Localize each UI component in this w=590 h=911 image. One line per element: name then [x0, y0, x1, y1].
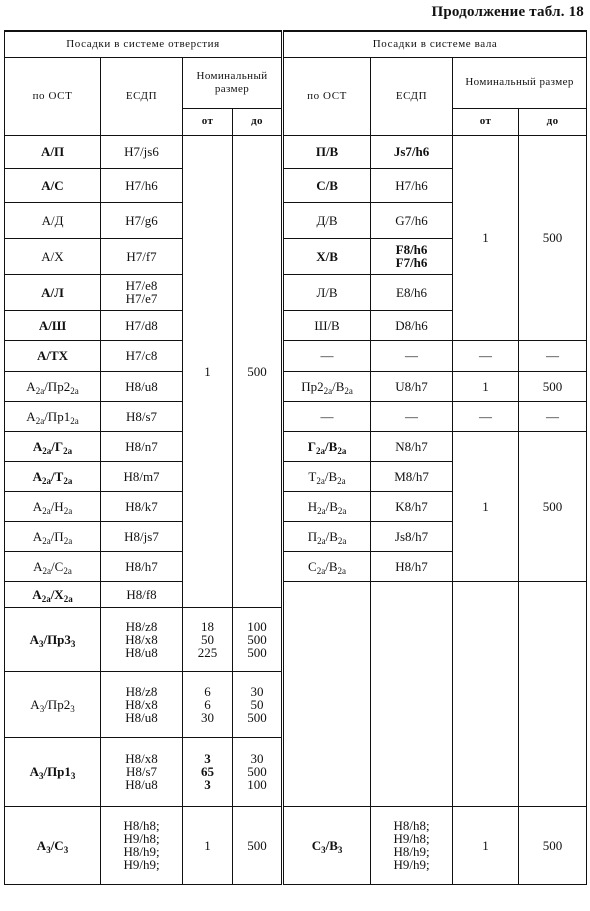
dash-cell: — — [519, 340, 587, 371]
ost-sub: 2а — [323, 385, 333, 396]
ost-part: А — [26, 408, 36, 424]
hole-ost — [5, 671, 101, 737]
ost-sub: 2а — [63, 593, 73, 604]
hole-to: 500 — [233, 806, 283, 884]
hole-ost — [5, 607, 101, 671]
shaft-ost: П/В — [283, 135, 371, 168]
header-shaft-system: Посадки в системе вала — [283, 31, 587, 57]
hole-from — [183, 671, 233, 737]
ost-sub: 2а — [337, 445, 347, 456]
ost-part: /В — [325, 528, 338, 544]
shaft-range-from: 1 — [453, 431, 519, 581]
shaft-esdp-line: H9/h8; — [393, 831, 430, 846]
hole-ost — [5, 371, 101, 401]
hole-to-line: 500 — [247, 709, 267, 725]
hole-ost: А/ТХ — [5, 340, 101, 371]
hole-esdp-line: H8/z8 — [125, 618, 158, 634]
ost-part: /Пр1 — [43, 764, 71, 779]
ost-part: /В — [324, 468, 338, 484]
ost-part: /В — [325, 498, 338, 514]
table-caption: Продолжение табл. 18 — [431, 4, 584, 20]
hole-ost — [5, 551, 101, 581]
hole-esdp: H8/s7 — [101, 401, 183, 431]
ost-part: А — [33, 558, 43, 574]
hole-ost: А/Ш — [5, 310, 101, 340]
shaft-esdp: D8/h6 — [371, 310, 453, 340]
hole-esdp-line: H8/x8 — [125, 696, 158, 712]
hole-esdp: H8/h7 — [101, 551, 183, 581]
ost-sub: 2а — [337, 565, 347, 576]
hole-from: 1 — [183, 806, 233, 884]
shaft-to: 500 — [519, 371, 587, 401]
ost-sub: 2а — [317, 505, 326, 516]
ost-sub: 3 — [70, 638, 76, 649]
ost-part: А — [29, 764, 39, 779]
shaft-ost: С/В — [283, 168, 371, 202]
hole-from — [183, 737, 233, 806]
shaft-esdp: G7/h6 — [371, 202, 453, 238]
shaft-range-to: 500 — [519, 135, 587, 340]
hole-esdp-line: H8/x8 — [125, 631, 158, 647]
ost-part: /С — [50, 837, 64, 853]
hole-esdp: H7/d8 — [101, 310, 183, 340]
hole-esdp: H7/h6 — [101, 168, 183, 202]
hole-esdp: H7/js6 — [101, 135, 183, 168]
hole-esdp: H8/k7 — [101, 491, 183, 521]
shaft-ost — [283, 551, 371, 581]
header-nominal: Номинальный размер — [183, 57, 283, 108]
hole-esdp-line: H7/e8 — [125, 278, 158, 293]
ost-sub: 3 — [39, 703, 45, 714]
ost-sub: 2а — [41, 593, 51, 604]
ost-part: А — [32, 438, 43, 454]
hole-ost — [5, 806, 101, 884]
shaft-ost — [283, 491, 371, 521]
ost-sub: 2а — [42, 565, 52, 576]
hole-ost — [5, 581, 101, 607]
ost-part: А — [36, 837, 47, 853]
hole-ost — [5, 521, 101, 551]
hole-esdp: H8/m7 — [101, 461, 183, 491]
hole-esdp: H7/f7 — [101, 238, 183, 274]
empty-cell — [283, 581, 371, 806]
shaft-to: 500 — [519, 806, 587, 884]
hole-esdp: H7/c8 — [101, 340, 183, 371]
hole-esdp-line: H8/u8 — [125, 709, 158, 725]
hole-ost: А/Л — [5, 274, 101, 310]
ost-part: /Пр1 — [44, 408, 71, 424]
hole-to-line: 100 — [247, 618, 267, 634]
hole-to-line: 500 — [247, 631, 267, 647]
table-row — [5, 806, 587, 884]
hole-ost — [5, 491, 101, 521]
ost-part: /В — [325, 558, 338, 574]
ost-part: А — [32, 586, 42, 602]
ost-part: /Т — [51, 468, 64, 484]
ost-sub: 2а — [42, 535, 51, 546]
ost-sub: 2а — [317, 535, 326, 546]
table-row — [5, 135, 587, 168]
hole-to — [233, 737, 283, 806]
ost-sub: 2а — [337, 535, 347, 546]
hole-ost: А/Х — [5, 238, 101, 274]
empty-cell — [453, 581, 519, 806]
empty-cell — [371, 581, 453, 806]
hole-from-line: 65 — [201, 764, 214, 779]
hole-esdp-line: H9/h8; — [123, 831, 160, 846]
ost-sub: 2а — [316, 475, 325, 486]
ost-part: А — [32, 498, 43, 514]
ost-part: А — [32, 528, 43, 544]
hole-esdp-line: H9/h9; — [123, 857, 160, 872]
shaft-esdp: Js8/h7 — [371, 521, 453, 551]
hole-to-line: 500 — [247, 764, 267, 779]
shaft-esdp: M8/h7 — [371, 461, 453, 491]
hole-esdp: H8/n7 — [101, 431, 183, 461]
shaft-esdp-line: F7/h6 — [395, 255, 428, 270]
header-from: от — [183, 108, 233, 135]
shaft-ost — [283, 461, 371, 491]
shaft-ost — [283, 371, 371, 401]
hole-to-line: 30 — [250, 683, 264, 699]
hole-ost: А/П — [5, 135, 101, 168]
hole-esdp — [101, 806, 183, 884]
shaft-ost: Ш/В — [283, 310, 371, 340]
table-row — [5, 340, 587, 371]
shaft-esdp-line: F8/h6 — [395, 242, 428, 257]
ost-sub: 2а — [70, 415, 79, 426]
ost-part: /Пр3 — [43, 631, 71, 647]
hole-esdp-line: H8/u8 — [125, 777, 158, 792]
shaft-range-from: 1 — [453, 135, 519, 340]
shaft-ost — [283, 806, 371, 884]
ost-part: /С — [51, 558, 64, 574]
hole-to — [233, 607, 283, 671]
shaft-esdp: K8/h7 — [371, 491, 453, 521]
shaft-esdp: U8/h7 — [371, 371, 453, 401]
ost-sub: 2а — [63, 565, 72, 576]
ost-part: С — [311, 837, 322, 853]
shaft-range-to: 500 — [519, 431, 587, 581]
header-esdp: ЕСДП — [101, 57, 183, 135]
ost-sub: 2а — [63, 505, 73, 516]
header-to: до — [233, 108, 283, 135]
hole-esdp-line: H8/s7 — [125, 764, 158, 779]
hole-ost — [5, 431, 101, 461]
ost-part: С — [308, 558, 317, 574]
shaft-esdp: H8/h7 — [371, 551, 453, 581]
header-ost-shaft: по ОСТ — [283, 57, 371, 135]
hole-to-line: 50 — [250, 696, 264, 712]
hole-ost — [5, 461, 101, 491]
table-row — [5, 431, 587, 461]
ost-sub: 2а — [42, 475, 52, 486]
shaft-esdp: Js7/h6 — [371, 135, 453, 168]
hole-esdp — [101, 737, 183, 806]
hole-ost: А/Д — [5, 202, 101, 238]
ost-sub: 2а — [344, 385, 353, 396]
ost-sub: 2а — [42, 505, 51, 516]
shaft-esdp: E8/h6 — [371, 274, 453, 310]
shaft-esdp — [371, 238, 453, 274]
ost-sub: 2а — [63, 535, 73, 546]
hole-from-line: 6 — [204, 683, 211, 699]
ost-sub: 2а — [35, 415, 45, 426]
ost-sub: 2а — [337, 505, 347, 516]
ost-sub: 2а — [42, 445, 52, 456]
ost-part: Т — [308, 468, 317, 484]
ost-part: Н — [307, 498, 318, 514]
ost-sub: 3 — [337, 844, 343, 855]
ost-part: А — [29, 631, 39, 647]
empty-cell — [519, 581, 587, 806]
ost-part: /В — [325, 438, 338, 454]
table-row — [5, 401, 587, 431]
hole-from-line: 18 — [201, 618, 214, 634]
shaft-esdp: H7/h6 — [371, 168, 453, 202]
hole-to — [233, 671, 283, 737]
table-row — [5, 581, 587, 607]
header-to-shaft: до — [519, 108, 587, 135]
shaft-ost — [283, 431, 371, 461]
shaft-esdp-line: H9/h9; — [393, 857, 430, 872]
shaft-ost: Х/В — [283, 238, 371, 274]
hole-from-line: 3 — [204, 751, 211, 766]
dash-cell: — — [283, 401, 371, 431]
ost-part: /Н — [50, 498, 64, 514]
hole-esdp-line: H7/e7 — [125, 291, 158, 306]
hole-esdp-line: H8/h8; — [123, 818, 160, 833]
shaft-esdp-line: H8/h8; — [393, 818, 430, 833]
hole-esdp-line: H8/z8 — [125, 683, 158, 699]
shaft-ost — [283, 521, 371, 551]
ost-sub: 3 — [63, 844, 69, 855]
ost-part: Г — [307, 438, 317, 454]
shaft-ost: Д/В — [283, 202, 371, 238]
hole-to-line: 500 — [247, 644, 267, 660]
shaft-esdp — [371, 806, 453, 884]
ost-sub: 2а — [63, 475, 73, 486]
hole-esdp-line: H8/x8 — [125, 751, 158, 766]
ost-sub: 2а — [35, 385, 45, 396]
hole-esdp-line: H8/u8 — [125, 644, 158, 660]
fits-table — [4, 30, 587, 885]
dash-cell: — — [371, 340, 453, 371]
hole-range-from: 1 — [183, 135, 233, 607]
dash-cell: — — [283, 340, 371, 371]
hole-esdp: H8/f8 — [101, 581, 183, 607]
shaft-from: 1 — [453, 371, 519, 401]
ost-sub: 3 — [70, 771, 76, 781]
ost-part: Пр2 — [301, 378, 324, 394]
shaft-esdp: N8/h7 — [371, 431, 453, 461]
hole-from-line: 30 — [201, 709, 214, 725]
header-hole-system: Посадки в системе отверстия — [5, 31, 283, 57]
hole-ost — [5, 401, 101, 431]
hole-from-line: 3 — [204, 777, 211, 792]
ost-sub: 2а — [70, 385, 79, 396]
shaft-from: 1 — [453, 806, 519, 884]
ost-sub: 3 — [38, 771, 44, 781]
hole-to-line: 30 — [250, 751, 264, 766]
dash-cell: — — [371, 401, 453, 431]
shaft-esdp-line: H8/h9; — [393, 844, 430, 859]
hole-esdp-line: H8/h9; — [123, 844, 160, 859]
ost-sub: 3 — [321, 844, 326, 855]
ost-part: /Пр2 — [44, 696, 71, 712]
hole-esdp — [101, 274, 183, 310]
hole-from-line: 50 — [201, 631, 214, 647]
hole-from-line: 6 — [204, 696, 211, 712]
hole-range-to: 500 — [233, 135, 283, 607]
hole-from — [183, 607, 233, 671]
header-nominal-shaft: Номинальный размер — [453, 57, 587, 108]
table-row — [5, 371, 587, 401]
hole-esdp — [101, 671, 183, 737]
ost-sub: 2а — [316, 445, 326, 456]
ost-part: /В — [325, 837, 338, 853]
ost-part: /Г — [51, 438, 64, 454]
hole-esdp: H8/js7 — [101, 521, 183, 551]
hole-ost: А/С — [5, 168, 101, 202]
header-esdp-shaft: ЕСДП — [371, 57, 453, 135]
hole-to-line: 100 — [247, 777, 267, 792]
header-from-shaft: от — [453, 108, 519, 135]
ost-part: А — [26, 378, 36, 394]
dash-cell: — — [453, 340, 519, 371]
hole-ost — [5, 737, 101, 806]
ost-part: /Х — [50, 586, 64, 602]
ost-sub: 3 — [70, 703, 75, 714]
ost-part: А — [30, 696, 40, 712]
hole-esdp: H8/u8 — [101, 371, 183, 401]
ost-sub: 2а — [337, 475, 346, 486]
ost-part: /Пр2 — [44, 378, 71, 394]
shaft-ost: Л/В — [283, 274, 371, 310]
hole-esdp: H7/g6 — [101, 202, 183, 238]
hole-from-line: 225 — [197, 644, 218, 660]
dash-cell: — — [519, 401, 587, 431]
header-ost: по ОСТ — [5, 57, 101, 135]
ost-sub: 3 — [38, 638, 44, 649]
ost-part: /В — [332, 378, 345, 394]
ost-part: /П — [50, 528, 64, 544]
dash-cell: — — [453, 401, 519, 431]
ost-sub: 2а — [316, 565, 326, 576]
ost-sub: 2а — [63, 445, 73, 456]
hole-esdp — [101, 607, 183, 671]
ost-part: П — [307, 528, 318, 544]
ost-sub: 3 — [46, 844, 51, 855]
ost-part: А — [32, 468, 43, 484]
